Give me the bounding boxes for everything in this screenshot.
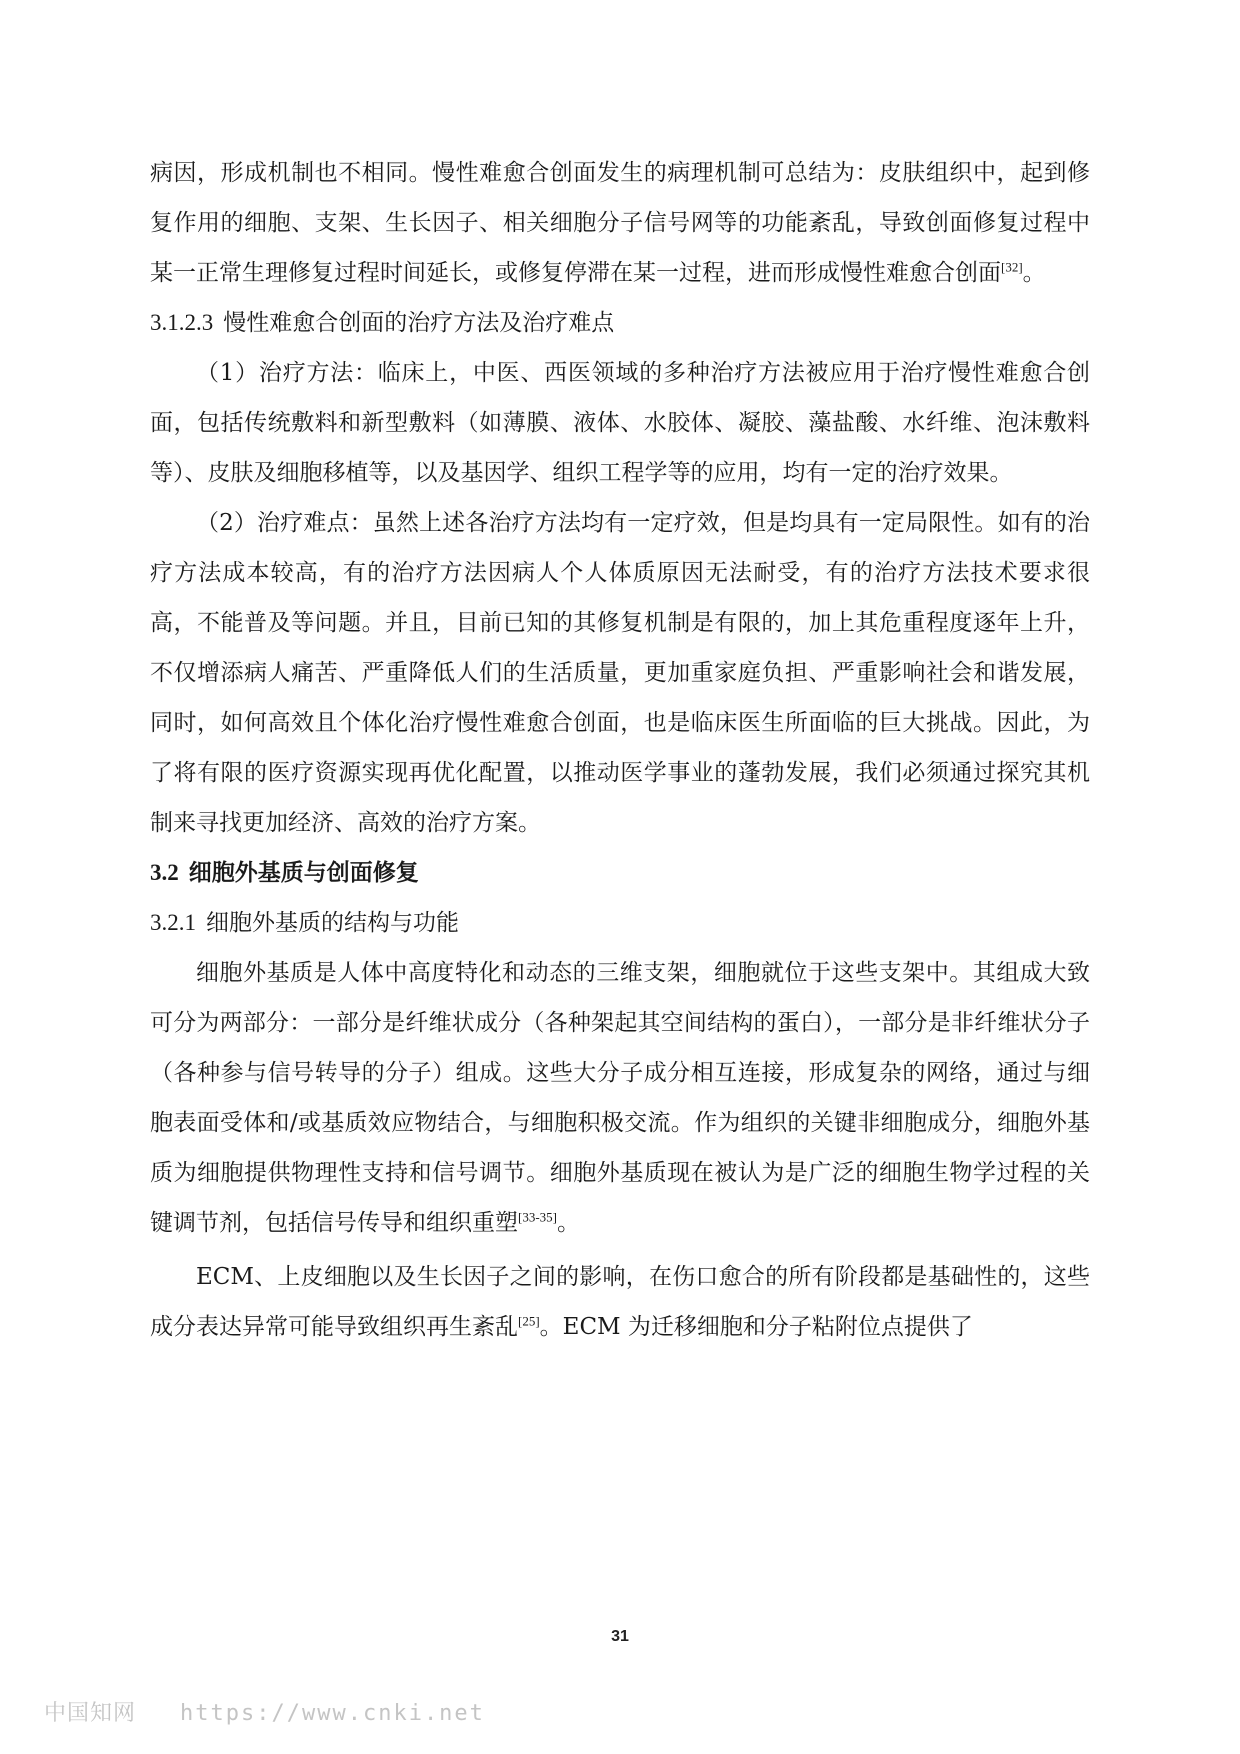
section-title: 细胞外基质的结构与功能 — [206, 910, 459, 936]
section-heading-3-1-2-3 — [150, 298, 1090, 348]
paragraph-text: 病因，形成机制也不相同。慢性难愈合创面发生的病理机制可总结为：皮肤组织中，起到修复作用的细胞、支架、生长因子、相关细胞分子信号网等的功能紊乱，导致创面修复过程中某一正常生理修复过程时间延长，或修复停滞在某一过程，进而形成慢性难愈合创面 — [150, 160, 1090, 286]
site-name: 中国知网 — [44, 1701, 137, 1726]
paragraph-treatment-difficulties: （2）治疗难点：虽然上述各治疗方法均有一定疗效，但是均具有一定局限性。如有的治疗方法成本较高，有的治疗方法因病人个人体质原因无法耐受，有的治疗方法技术要求很高，不能普及等问题。并且，目前已知的其修复机制是有限的，加上其危重程度逐年上升，不仅增添病人痛苦、严重降低人们的生活质量，更加重家庭负担、严重影响社会和谐发展，同时，如何高效且个体化治疗慢性难愈合创面，也是临床医生所面临的巨大挑战。因此，为了将有限的医疗资源实现再优化配置，以推动医学事业的蓬勃发展，我们必须通过探究其机制来寻找更加经济、高效的治疗方案。 — [150, 510, 1090, 836]
citation-ref[interactable]: [32] — [1001, 259, 1023, 275]
section-title: 慢性难愈合创面的治疗方法及治疗难点 — [223, 310, 615, 336]
paragraph-text: ECM、上皮细胞以及生长因子之间的影响，在伤口愈合的所有阶段都是基础性的，这些成分表达异常可能导致组织再生紊乱 — [150, 1264, 1090, 1340]
paragraph-ecm-wound — [150, 1252, 1090, 1352]
section-number: 3.1.2.3 — [150, 310, 214, 335]
body-text — [150, 148, 1090, 1352]
section-number: 3.2.1 — [150, 910, 196, 935]
paragraph-text: 细胞外基质是人体中高度特化和动态的三维支架，细胞就位于这些支架中。其组成大致可分为两部分：一部分是纤维状成分（各种架起其空间结构的蛋白），一部分是非纤维状分子（各种参与信号转导的分子）组成。这些大分子成分相互连接，形成复杂的网络，通过与细胞表面受体和/或基质效应物结合，与细胞积极交流。作为组织的关键非细胞成分，细胞外基质为细胞提供物理性支持和信号调节。细胞外基质现在被认为是广泛的细胞生物学过程的关键调节剂，包括信号传导和组织重塑 — [150, 960, 1090, 1236]
citation-ref[interactable]: [33-35] — [518, 1209, 557, 1225]
paragraph-end: 。 — [557, 1210, 580, 1236]
citation-ref[interactable]: [25] — [518, 1313, 540, 1329]
watermark-footer — [44, 1696, 485, 1727]
site-url-link[interactable]: https://www.cnki.net — [180, 1701, 485, 1726]
section-heading-3-2 — [150, 848, 1090, 898]
paragraph-1 — [150, 148, 1090, 298]
page-number: 31 — [611, 1628, 629, 1645]
paragraph-end: 。ECM 为迁移细胞和分子粘附位点提供了 — [539, 1314, 973, 1340]
section-heading-3-2-1 — [150, 898, 1090, 948]
section-title: 细胞外基质与创面修复 — [188, 859, 419, 886]
section-number: 3.2 — [150, 860, 179, 885]
paragraph-treatment-methods: （1）治疗方法：临床上，中医、西医领域的多种治疗方法被应用于治疗慢性难愈合创面，包括传统敷料和新型敷料（如薄膜、液体、水胶体、凝胶、藻盐酸、水纤维、泡沫敷料等）、皮肤及细胞移植等，以及基因学、组织工程学等的应用，均有一定的治疗效果。 — [150, 360, 1090, 486]
paragraph-end: 。 — [1022, 260, 1046, 286]
paragraph-ecm-structure — [150, 948, 1090, 1248]
